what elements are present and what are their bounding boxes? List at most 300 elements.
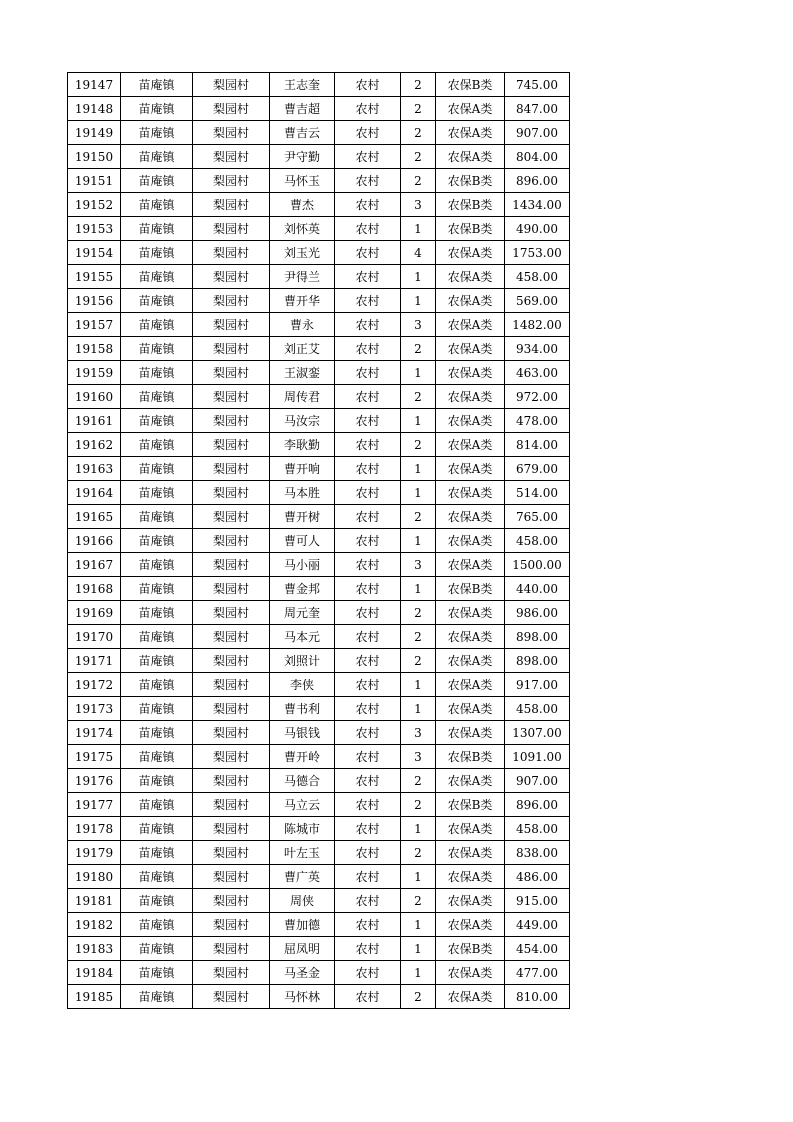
- town-cell: 苗庵镇: [121, 217, 193, 241]
- person-count-cell: 3: [401, 193, 436, 217]
- amount-cell: 458.00: [505, 529, 570, 553]
- village-cell: 梨园村: [193, 793, 270, 817]
- insurance-category-cell: 农保A类: [436, 337, 505, 361]
- village-cell: 梨园村: [193, 385, 270, 409]
- insurance-category-cell: 农保A类: [436, 241, 505, 265]
- person-count-cell: 1: [401, 577, 436, 601]
- record-id-cell: 19162: [68, 433, 121, 457]
- table-row: [68, 121, 570, 145]
- household-type-cell: 农村: [335, 241, 401, 265]
- town-cell: 苗庵镇: [121, 241, 193, 265]
- insurance-category-cell: 农保A类: [436, 361, 505, 385]
- town-cell: 苗庵镇: [121, 385, 193, 409]
- record-id-cell: 19178: [68, 817, 121, 841]
- record-id-cell: 19179: [68, 841, 121, 865]
- town-cell: 苗庵镇: [121, 409, 193, 433]
- household-type-cell: 农村: [335, 865, 401, 889]
- record-id-cell: 19182: [68, 913, 121, 937]
- insurance-category-cell: 农保A类: [436, 841, 505, 865]
- table-row: [68, 193, 570, 217]
- person-count-cell: 1: [401, 529, 436, 553]
- amount-cell: 1753.00: [505, 241, 570, 265]
- person-count-cell: 2: [401, 97, 436, 121]
- village-cell: 梨园村: [193, 121, 270, 145]
- name-cell: 刘照计: [270, 649, 335, 673]
- village-cell: 梨园村: [193, 313, 270, 337]
- name-cell: 刘玉光: [270, 241, 335, 265]
- insurance-category-cell: 农保A类: [436, 625, 505, 649]
- village-cell: 梨园村: [193, 865, 270, 889]
- town-cell: 苗庵镇: [121, 625, 193, 649]
- person-count-cell: 3: [401, 721, 436, 745]
- record-id-cell: 19169: [68, 601, 121, 625]
- amount-cell: 810.00: [505, 985, 570, 1009]
- insurance-category-cell: 农保A类: [436, 697, 505, 721]
- village-cell: 梨园村: [193, 361, 270, 385]
- household-type-cell: 农村: [335, 793, 401, 817]
- insurance-category-cell: 农保A类: [436, 817, 505, 841]
- household-type-cell: 农村: [335, 145, 401, 169]
- amount-cell: 898.00: [505, 649, 570, 673]
- town-cell: 苗庵镇: [121, 649, 193, 673]
- table-row: [68, 721, 570, 745]
- name-cell: 曹杰: [270, 193, 335, 217]
- table-row: [68, 97, 570, 121]
- amount-cell: 745.00: [505, 73, 570, 97]
- table-row: [68, 649, 570, 673]
- table-row: [68, 289, 570, 313]
- insurance-category-cell: 农保A类: [436, 985, 505, 1009]
- person-count-cell: 1: [401, 865, 436, 889]
- record-id-cell: 19159: [68, 361, 121, 385]
- table-row: [68, 481, 570, 505]
- village-cell: 梨园村: [193, 745, 270, 769]
- household-type-cell: 农村: [335, 433, 401, 457]
- record-id-cell: 19149: [68, 121, 121, 145]
- record-id-cell: 19152: [68, 193, 121, 217]
- insurance-category-cell: 农保A类: [436, 673, 505, 697]
- amount-cell: 463.00: [505, 361, 570, 385]
- person-count-cell: 2: [401, 793, 436, 817]
- name-cell: 马小丽: [270, 553, 335, 577]
- record-id-cell: 19158: [68, 337, 121, 361]
- name-cell: 曹广英: [270, 865, 335, 889]
- town-cell: 苗庵镇: [121, 745, 193, 769]
- town-cell: 苗庵镇: [121, 769, 193, 793]
- household-type-cell: 农村: [335, 937, 401, 961]
- record-id-cell: 19174: [68, 721, 121, 745]
- table-row: [68, 169, 570, 193]
- village-cell: 梨园村: [193, 889, 270, 913]
- record-id-cell: 19148: [68, 97, 121, 121]
- name-cell: 周元奎: [270, 601, 335, 625]
- name-cell: 马怀玉: [270, 169, 335, 193]
- person-count-cell: 2: [401, 145, 436, 169]
- village-cell: 梨园村: [193, 985, 270, 1009]
- household-type-cell: 农村: [335, 841, 401, 865]
- household-type-cell: 农村: [335, 217, 401, 241]
- amount-cell: 1500.00: [505, 553, 570, 577]
- village-cell: 梨园村: [193, 529, 270, 553]
- town-cell: 苗庵镇: [121, 529, 193, 553]
- village-cell: 梨园村: [193, 433, 270, 457]
- village-cell: 梨园村: [193, 505, 270, 529]
- amount-cell: 898.00: [505, 625, 570, 649]
- table-row: [68, 889, 570, 913]
- amount-cell: 454.00: [505, 937, 570, 961]
- village-cell: 梨园村: [193, 553, 270, 577]
- village-cell: 梨园村: [193, 481, 270, 505]
- name-cell: 刘正艾: [270, 337, 335, 361]
- household-type-cell: 农村: [335, 169, 401, 193]
- household-type-cell: 农村: [335, 913, 401, 937]
- name-cell: 李侠: [270, 673, 335, 697]
- amount-cell: 896.00: [505, 169, 570, 193]
- amount-cell: 458.00: [505, 265, 570, 289]
- household-type-cell: 农村: [335, 505, 401, 529]
- insurance-category-cell: 农保A类: [436, 145, 505, 169]
- name-cell: 王淑銮: [270, 361, 335, 385]
- person-count-cell: 2: [401, 601, 436, 625]
- name-cell: 曹开华: [270, 289, 335, 313]
- household-type-cell: 农村: [335, 97, 401, 121]
- name-cell: 曹开岭: [270, 745, 335, 769]
- person-count-cell: 1: [401, 409, 436, 433]
- village-cell: 梨园村: [193, 193, 270, 217]
- name-cell: 周传君: [270, 385, 335, 409]
- ledger-table: [67, 72, 570, 1009]
- person-count-cell: 2: [401, 505, 436, 529]
- village-cell: 梨园村: [193, 913, 270, 937]
- record-id-cell: 19154: [68, 241, 121, 265]
- table-row: [68, 961, 570, 985]
- household-type-cell: 农村: [335, 697, 401, 721]
- village-cell: 梨园村: [193, 697, 270, 721]
- name-cell: 叶左玉: [270, 841, 335, 865]
- insurance-category-cell: 农保A类: [436, 433, 505, 457]
- ledger-body: [68, 73, 570, 1009]
- record-id-cell: 19147: [68, 73, 121, 97]
- amount-cell: 486.00: [505, 865, 570, 889]
- person-count-cell: 2: [401, 769, 436, 793]
- table-row: [68, 529, 570, 553]
- village-cell: 梨园村: [193, 817, 270, 841]
- town-cell: 苗庵镇: [121, 289, 193, 313]
- village-cell: 梨园村: [193, 937, 270, 961]
- table-row: [68, 865, 570, 889]
- household-type-cell: 农村: [335, 529, 401, 553]
- household-type-cell: 农村: [335, 889, 401, 913]
- household-type-cell: 农村: [335, 481, 401, 505]
- person-count-cell: 2: [401, 433, 436, 457]
- village-cell: 梨园村: [193, 457, 270, 481]
- amount-cell: 915.00: [505, 889, 570, 913]
- table-row: [68, 241, 570, 265]
- table-row: [68, 937, 570, 961]
- table-row: [68, 673, 570, 697]
- name-cell: 曹开响: [270, 457, 335, 481]
- village-cell: 梨园村: [193, 577, 270, 601]
- insurance-category-cell: 农保A类: [436, 889, 505, 913]
- table-row: [68, 601, 570, 625]
- record-id-cell: 19177: [68, 793, 121, 817]
- amount-cell: 490.00: [505, 217, 570, 241]
- village-cell: 梨园村: [193, 769, 270, 793]
- person-count-cell: 2: [401, 649, 436, 673]
- village-cell: 梨园村: [193, 625, 270, 649]
- village-cell: 梨园村: [193, 241, 270, 265]
- household-type-cell: 农村: [335, 577, 401, 601]
- insurance-category-cell: 农保B类: [436, 937, 505, 961]
- town-cell: 苗庵镇: [121, 961, 193, 985]
- village-cell: 梨园村: [193, 289, 270, 313]
- table-row: [68, 265, 570, 289]
- household-type-cell: 农村: [335, 457, 401, 481]
- town-cell: 苗庵镇: [121, 793, 193, 817]
- person-count-cell: 1: [401, 673, 436, 697]
- person-count-cell: 1: [401, 217, 436, 241]
- town-cell: 苗庵镇: [121, 361, 193, 385]
- household-type-cell: 农村: [335, 193, 401, 217]
- town-cell: 苗庵镇: [121, 313, 193, 337]
- person-count-cell: 2: [401, 121, 436, 145]
- insurance-category-cell: 农保A类: [436, 961, 505, 985]
- amount-cell: 896.00: [505, 793, 570, 817]
- name-cell: 马怀林: [270, 985, 335, 1009]
- village-cell: 梨园村: [193, 97, 270, 121]
- household-type-cell: 农村: [335, 337, 401, 361]
- name-cell: 曹开树: [270, 505, 335, 529]
- town-cell: 苗庵镇: [121, 601, 193, 625]
- name-cell: 曹书利: [270, 697, 335, 721]
- insurance-category-cell: 农保A类: [436, 457, 505, 481]
- household-type-cell: 农村: [335, 673, 401, 697]
- insurance-category-cell: 农保B类: [436, 73, 505, 97]
- record-id-cell: 19185: [68, 985, 121, 1009]
- household-type-cell: 农村: [335, 625, 401, 649]
- village-cell: 梨园村: [193, 217, 270, 241]
- amount-cell: 440.00: [505, 577, 570, 601]
- town-cell: 苗庵镇: [121, 889, 193, 913]
- record-id-cell: 19165: [68, 505, 121, 529]
- insurance-category-cell: 农保B类: [436, 745, 505, 769]
- name-cell: 马圣金: [270, 961, 335, 985]
- name-cell: 李耿勤: [270, 433, 335, 457]
- person-count-cell: 1: [401, 961, 436, 985]
- table-row: [68, 985, 570, 1009]
- insurance-category-cell: 农保A类: [436, 649, 505, 673]
- name-cell: 陈城市: [270, 817, 335, 841]
- record-id-cell: 19161: [68, 409, 121, 433]
- village-cell: 梨园村: [193, 73, 270, 97]
- village-cell: 梨园村: [193, 145, 270, 169]
- record-id-cell: 19164: [68, 481, 121, 505]
- town-cell: 苗庵镇: [121, 73, 193, 97]
- name-cell: 马立云: [270, 793, 335, 817]
- amount-cell: 972.00: [505, 385, 570, 409]
- town-cell: 苗庵镇: [121, 673, 193, 697]
- table-row: [68, 505, 570, 529]
- name-cell: 曹金邦: [270, 577, 335, 601]
- record-id-cell: 19184: [68, 961, 121, 985]
- town-cell: 苗庵镇: [121, 265, 193, 289]
- table-row: [68, 433, 570, 457]
- village-cell: 梨园村: [193, 673, 270, 697]
- amount-cell: 907.00: [505, 121, 570, 145]
- amount-cell: 449.00: [505, 913, 570, 937]
- town-cell: 苗庵镇: [121, 169, 193, 193]
- name-cell: 马本元: [270, 625, 335, 649]
- household-type-cell: 农村: [335, 649, 401, 673]
- household-type-cell: 农村: [335, 553, 401, 577]
- record-id-cell: 19168: [68, 577, 121, 601]
- household-type-cell: 农村: [335, 385, 401, 409]
- person-count-cell: 1: [401, 817, 436, 841]
- town-cell: 苗庵镇: [121, 433, 193, 457]
- record-id-cell: 19170: [68, 625, 121, 649]
- table-row: [68, 913, 570, 937]
- insurance-category-cell: 农保A类: [436, 553, 505, 577]
- village-cell: 梨园村: [193, 409, 270, 433]
- insurance-category-cell: 农保A类: [436, 289, 505, 313]
- name-cell: 曹加德: [270, 913, 335, 937]
- person-count-cell: 2: [401, 169, 436, 193]
- record-id-cell: 19151: [68, 169, 121, 193]
- record-id-cell: 19171: [68, 649, 121, 673]
- amount-cell: 1482.00: [505, 313, 570, 337]
- record-id-cell: 19163: [68, 457, 121, 481]
- town-cell: 苗庵镇: [121, 481, 193, 505]
- household-type-cell: 农村: [335, 409, 401, 433]
- table-row: [68, 409, 570, 433]
- table-row: [68, 793, 570, 817]
- household-type-cell: 农村: [335, 313, 401, 337]
- record-id-cell: 19157: [68, 313, 121, 337]
- person-count-cell: 1: [401, 289, 436, 313]
- insurance-category-cell: 农保A类: [436, 529, 505, 553]
- household-type-cell: 农村: [335, 73, 401, 97]
- name-cell: 曹永: [270, 313, 335, 337]
- table-row: [68, 841, 570, 865]
- record-id-cell: 19150: [68, 145, 121, 169]
- record-id-cell: 19180: [68, 865, 121, 889]
- household-type-cell: 农村: [335, 265, 401, 289]
- record-id-cell: 19167: [68, 553, 121, 577]
- town-cell: 苗庵镇: [121, 721, 193, 745]
- insurance-category-cell: 农保B类: [436, 217, 505, 241]
- insurance-category-cell: 农保A类: [436, 121, 505, 145]
- name-cell: 周侠: [270, 889, 335, 913]
- table-row: [68, 457, 570, 481]
- table-row: [68, 337, 570, 361]
- person-count-cell: 3: [401, 745, 436, 769]
- record-id-cell: 19155: [68, 265, 121, 289]
- amount-cell: 986.00: [505, 601, 570, 625]
- person-count-cell: 1: [401, 697, 436, 721]
- town-cell: 苗庵镇: [121, 553, 193, 577]
- person-count-cell: 2: [401, 337, 436, 361]
- table-row: [68, 385, 570, 409]
- amount-cell: 907.00: [505, 769, 570, 793]
- person-count-cell: 2: [401, 985, 436, 1009]
- name-cell: 尹守勤: [270, 145, 335, 169]
- town-cell: 苗庵镇: [121, 937, 193, 961]
- town-cell: 苗庵镇: [121, 985, 193, 1009]
- household-type-cell: 农村: [335, 985, 401, 1009]
- household-type-cell: 农村: [335, 769, 401, 793]
- village-cell: 梨园村: [193, 601, 270, 625]
- town-cell: 苗庵镇: [121, 193, 193, 217]
- insurance-category-cell: 农保A类: [436, 769, 505, 793]
- insurance-category-cell: 农保B类: [436, 577, 505, 601]
- record-id-cell: 19156: [68, 289, 121, 313]
- name-cell: 马德合: [270, 769, 335, 793]
- person-count-cell: 2: [401, 73, 436, 97]
- insurance-category-cell: 农保B类: [436, 793, 505, 817]
- insurance-category-cell: 农保A类: [436, 721, 505, 745]
- insurance-category-cell: 农保A类: [436, 313, 505, 337]
- person-count-cell: 2: [401, 625, 436, 649]
- record-id-cell: 19153: [68, 217, 121, 241]
- household-type-cell: 农村: [335, 721, 401, 745]
- person-count-cell: 1: [401, 913, 436, 937]
- person-count-cell: 2: [401, 889, 436, 913]
- table-row: [68, 73, 570, 97]
- insurance-category-cell: 农保A类: [436, 481, 505, 505]
- household-type-cell: 农村: [335, 361, 401, 385]
- person-count-cell: 3: [401, 313, 436, 337]
- village-cell: 梨园村: [193, 721, 270, 745]
- town-cell: 苗庵镇: [121, 841, 193, 865]
- town-cell: 苗庵镇: [121, 97, 193, 121]
- person-count-cell: 3: [401, 553, 436, 577]
- record-id-cell: 19175: [68, 745, 121, 769]
- amount-cell: 1307.00: [505, 721, 570, 745]
- insurance-category-cell: 农保A类: [436, 505, 505, 529]
- table-row: [68, 697, 570, 721]
- insurance-category-cell: 农保A类: [436, 385, 505, 409]
- amount-cell: 804.00: [505, 145, 570, 169]
- village-cell: 梨园村: [193, 649, 270, 673]
- record-id-cell: 19181: [68, 889, 121, 913]
- amount-cell: 569.00: [505, 289, 570, 313]
- town-cell: 苗庵镇: [121, 505, 193, 529]
- insurance-category-cell: 农保A类: [436, 601, 505, 625]
- name-cell: 曹吉云: [270, 121, 335, 145]
- person-count-cell: 2: [401, 841, 436, 865]
- name-cell: 马本胜: [270, 481, 335, 505]
- household-type-cell: 农村: [335, 121, 401, 145]
- amount-cell: 458.00: [505, 697, 570, 721]
- name-cell: 刘怀英: [270, 217, 335, 241]
- amount-cell: 514.00: [505, 481, 570, 505]
- village-cell: 梨园村: [193, 169, 270, 193]
- household-type-cell: 农村: [335, 289, 401, 313]
- record-id-cell: 19173: [68, 697, 121, 721]
- town-cell: 苗庵镇: [121, 121, 193, 145]
- household-type-cell: 农村: [335, 745, 401, 769]
- household-type-cell: 农村: [335, 601, 401, 625]
- village-cell: 梨园村: [193, 337, 270, 361]
- person-count-cell: 1: [401, 265, 436, 289]
- table-row: [68, 313, 570, 337]
- record-id-cell: 19160: [68, 385, 121, 409]
- name-cell: 马银钱: [270, 721, 335, 745]
- table-row: [68, 745, 570, 769]
- name-cell: 屈凤明: [270, 937, 335, 961]
- table-row: [68, 577, 570, 601]
- insurance-category-cell: 农保A类: [436, 409, 505, 433]
